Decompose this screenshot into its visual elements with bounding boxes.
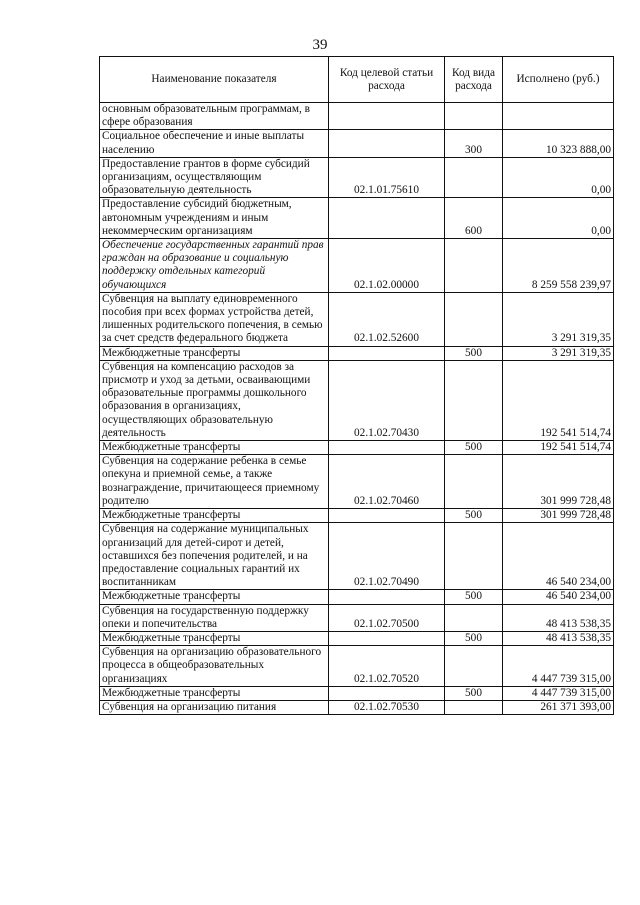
table-row (100, 346, 614, 360)
expense-type-code-cell (445, 360, 503, 440)
target-article-code-cell: 02.1.02.00000 (329, 239, 445, 293)
indicator-name-cell: Субвенция на организацию образовательного процесса в общеобразовательных организациях (100, 646, 329, 687)
expense-type-code-cell (445, 455, 503, 509)
table-row (100, 103, 614, 130)
target-article-code-cell: 02.1.01.75610 (329, 157, 445, 198)
expense-type-code-cell: 500 (445, 631, 503, 645)
table-row (100, 646, 614, 687)
expense-type-code-cell (445, 292, 503, 346)
table-row (100, 686, 614, 700)
executed-amount-cell: 301 999 728,48 (503, 509, 614, 523)
indicator-name-cell: Субвенция на выплату единовременного пособия при всех формах устройства детей, лишенных родительского попечения, в семью за счет средств федерального бюджета (100, 292, 329, 346)
expenditure-table (99, 56, 614, 715)
table-row (100, 130, 614, 157)
target-article-code-cell: 02.1.02.70490 (329, 523, 445, 590)
expense-type-code-cell (445, 700, 503, 714)
expense-type-code-cell: 500 (445, 441, 503, 455)
target-article-code-cell: 02.1.02.70500 (329, 604, 445, 631)
table-row (100, 604, 614, 631)
expense-type-code-cell (445, 103, 503, 130)
table-row (100, 631, 614, 645)
executed-amount-cell: 261 371 393,00 (503, 700, 614, 714)
expense-type-code-cell: 500 (445, 590, 503, 604)
indicator-name-cell: Социальное обеспечение и иные выплаты населению (100, 130, 329, 157)
expense-type-code-cell (445, 604, 503, 631)
expense-type-code-cell (445, 523, 503, 590)
target-article-code-cell (329, 103, 445, 130)
indicator-name-cell: Обеспечение государственных гарантий прав граждан на образование и социальную поддержку отдельных категорий обучающихся (100, 239, 329, 293)
header-indicator-name: Наименование показателя (100, 57, 329, 103)
table-row (100, 239, 614, 293)
expense-type-code-cell (445, 157, 503, 198)
target-article-code-cell (329, 346, 445, 360)
executed-amount-cell: 3 291 319,35 (503, 292, 614, 346)
executed-amount-cell: 301 999 728,48 (503, 455, 614, 509)
indicator-name-cell: Межбюджетные трансферты (100, 509, 329, 523)
executed-amount-cell: 46 540 234,00 (503, 590, 614, 604)
table-row (100, 360, 614, 440)
indicator-name-cell: Межбюджетные трансферты (100, 686, 329, 700)
expense-type-code-cell: 300 (445, 130, 503, 157)
indicator-name-cell: Субвенция на организацию питания (100, 700, 329, 714)
executed-amount-cell: 3 291 319,35 (503, 346, 614, 360)
indicator-name-cell: Субвенция на компенсацию расходов за присмотр и уход за детьми, осваивающими образовательные программы дошкольного образования в организациях, осуществляющих образовательную деятельность (100, 360, 329, 440)
target-article-code-cell (329, 509, 445, 523)
expense-type-code-cell: 500 (445, 686, 503, 700)
executed-amount-cell: 0,00 (503, 198, 614, 239)
expense-type-code-cell: 500 (445, 509, 503, 523)
target-article-code-cell (329, 631, 445, 645)
executed-amount-cell (503, 103, 614, 130)
expense-type-code-cell: 500 (445, 346, 503, 360)
executed-amount-cell: 10 323 888,00 (503, 130, 614, 157)
page-number: 39 (312, 37, 328, 53)
target-article-code-cell (329, 198, 445, 239)
executed-amount-cell: 4 447 739 315,00 (503, 646, 614, 687)
table-row (100, 157, 614, 198)
indicator-name-cell: Предоставление грантов в форме субсидий организациям, осуществляющим образовательную деятельность (100, 157, 329, 198)
executed-amount-cell: 192 541 514,74 (503, 360, 614, 440)
indicator-name-cell: Межбюджетные трансферты (100, 346, 329, 360)
executed-amount-cell: 192 541 514,74 (503, 441, 614, 455)
expense-type-code-cell (445, 239, 503, 293)
table-row (100, 700, 614, 714)
indicator-name-cell: Субвенция на содержание муниципальных организаций для детей-сирот и детей, оставшихся без попечения родителей, и на предоставление социальных гарантий их воспитанникам (100, 523, 329, 590)
target-article-code-cell (329, 130, 445, 157)
executed-amount-cell: 4 447 739 315,00 (503, 686, 614, 700)
indicator-name-cell: Предоставление субсидий бюджетным, автономным учреждениям и иным некоммерческим организациям (100, 198, 329, 239)
table-row (100, 292, 614, 346)
executed-amount-cell: 0,00 (503, 157, 614, 198)
table-row (100, 523, 614, 590)
table-row (100, 455, 614, 509)
header-executed-amount: Исполнено (руб.) (503, 57, 614, 103)
target-article-code-cell (329, 686, 445, 700)
table-row (100, 590, 614, 604)
expense-type-code-cell (445, 646, 503, 687)
table-header-row (100, 57, 614, 103)
executed-amount-cell: 46 540 234,00 (503, 523, 614, 590)
target-article-code-cell: 02.1.02.70460 (329, 455, 445, 509)
target-article-code-cell: 02.1.02.70530 (329, 700, 445, 714)
target-article-code-cell (329, 590, 445, 604)
table-body (100, 103, 614, 715)
indicator-name-cell: Субвенция на содержание ребенка в семье опекуна и приемной семье, а также вознаграждение, причитающееся приемному родителю (100, 455, 329, 509)
indicator-name-cell: Межбюджетные трансферты (100, 590, 329, 604)
table-row (100, 198, 614, 239)
target-article-code-cell: 02.1.02.70520 (329, 646, 445, 687)
executed-amount-cell: 48 413 538,35 (503, 604, 614, 631)
header-expense-type-code: Код вида расхода (445, 57, 503, 103)
indicator-name-cell: Межбюджетные трансферты (100, 441, 329, 455)
indicator-name-cell: основным образовательным программам, в сфере образования (100, 103, 329, 130)
indicator-name-cell: Субвенция на государственную поддержку опеки и попечительства (100, 604, 329, 631)
indicator-name-cell: Межбюджетные трансферты (100, 631, 329, 645)
expense-type-code-cell: 600 (445, 198, 503, 239)
target-article-code-cell: 02.1.02.52600 (329, 292, 445, 346)
table-row (100, 441, 614, 455)
target-article-code-cell (329, 441, 445, 455)
target-article-code-cell: 02.1.02.70430 (329, 360, 445, 440)
executed-amount-cell: 8 259 558 239,97 (503, 239, 614, 293)
header-target-article-code: Код целевой статьи расхода (329, 57, 445, 103)
table-row (100, 509, 614, 523)
executed-amount-cell: 48 413 538,35 (503, 631, 614, 645)
